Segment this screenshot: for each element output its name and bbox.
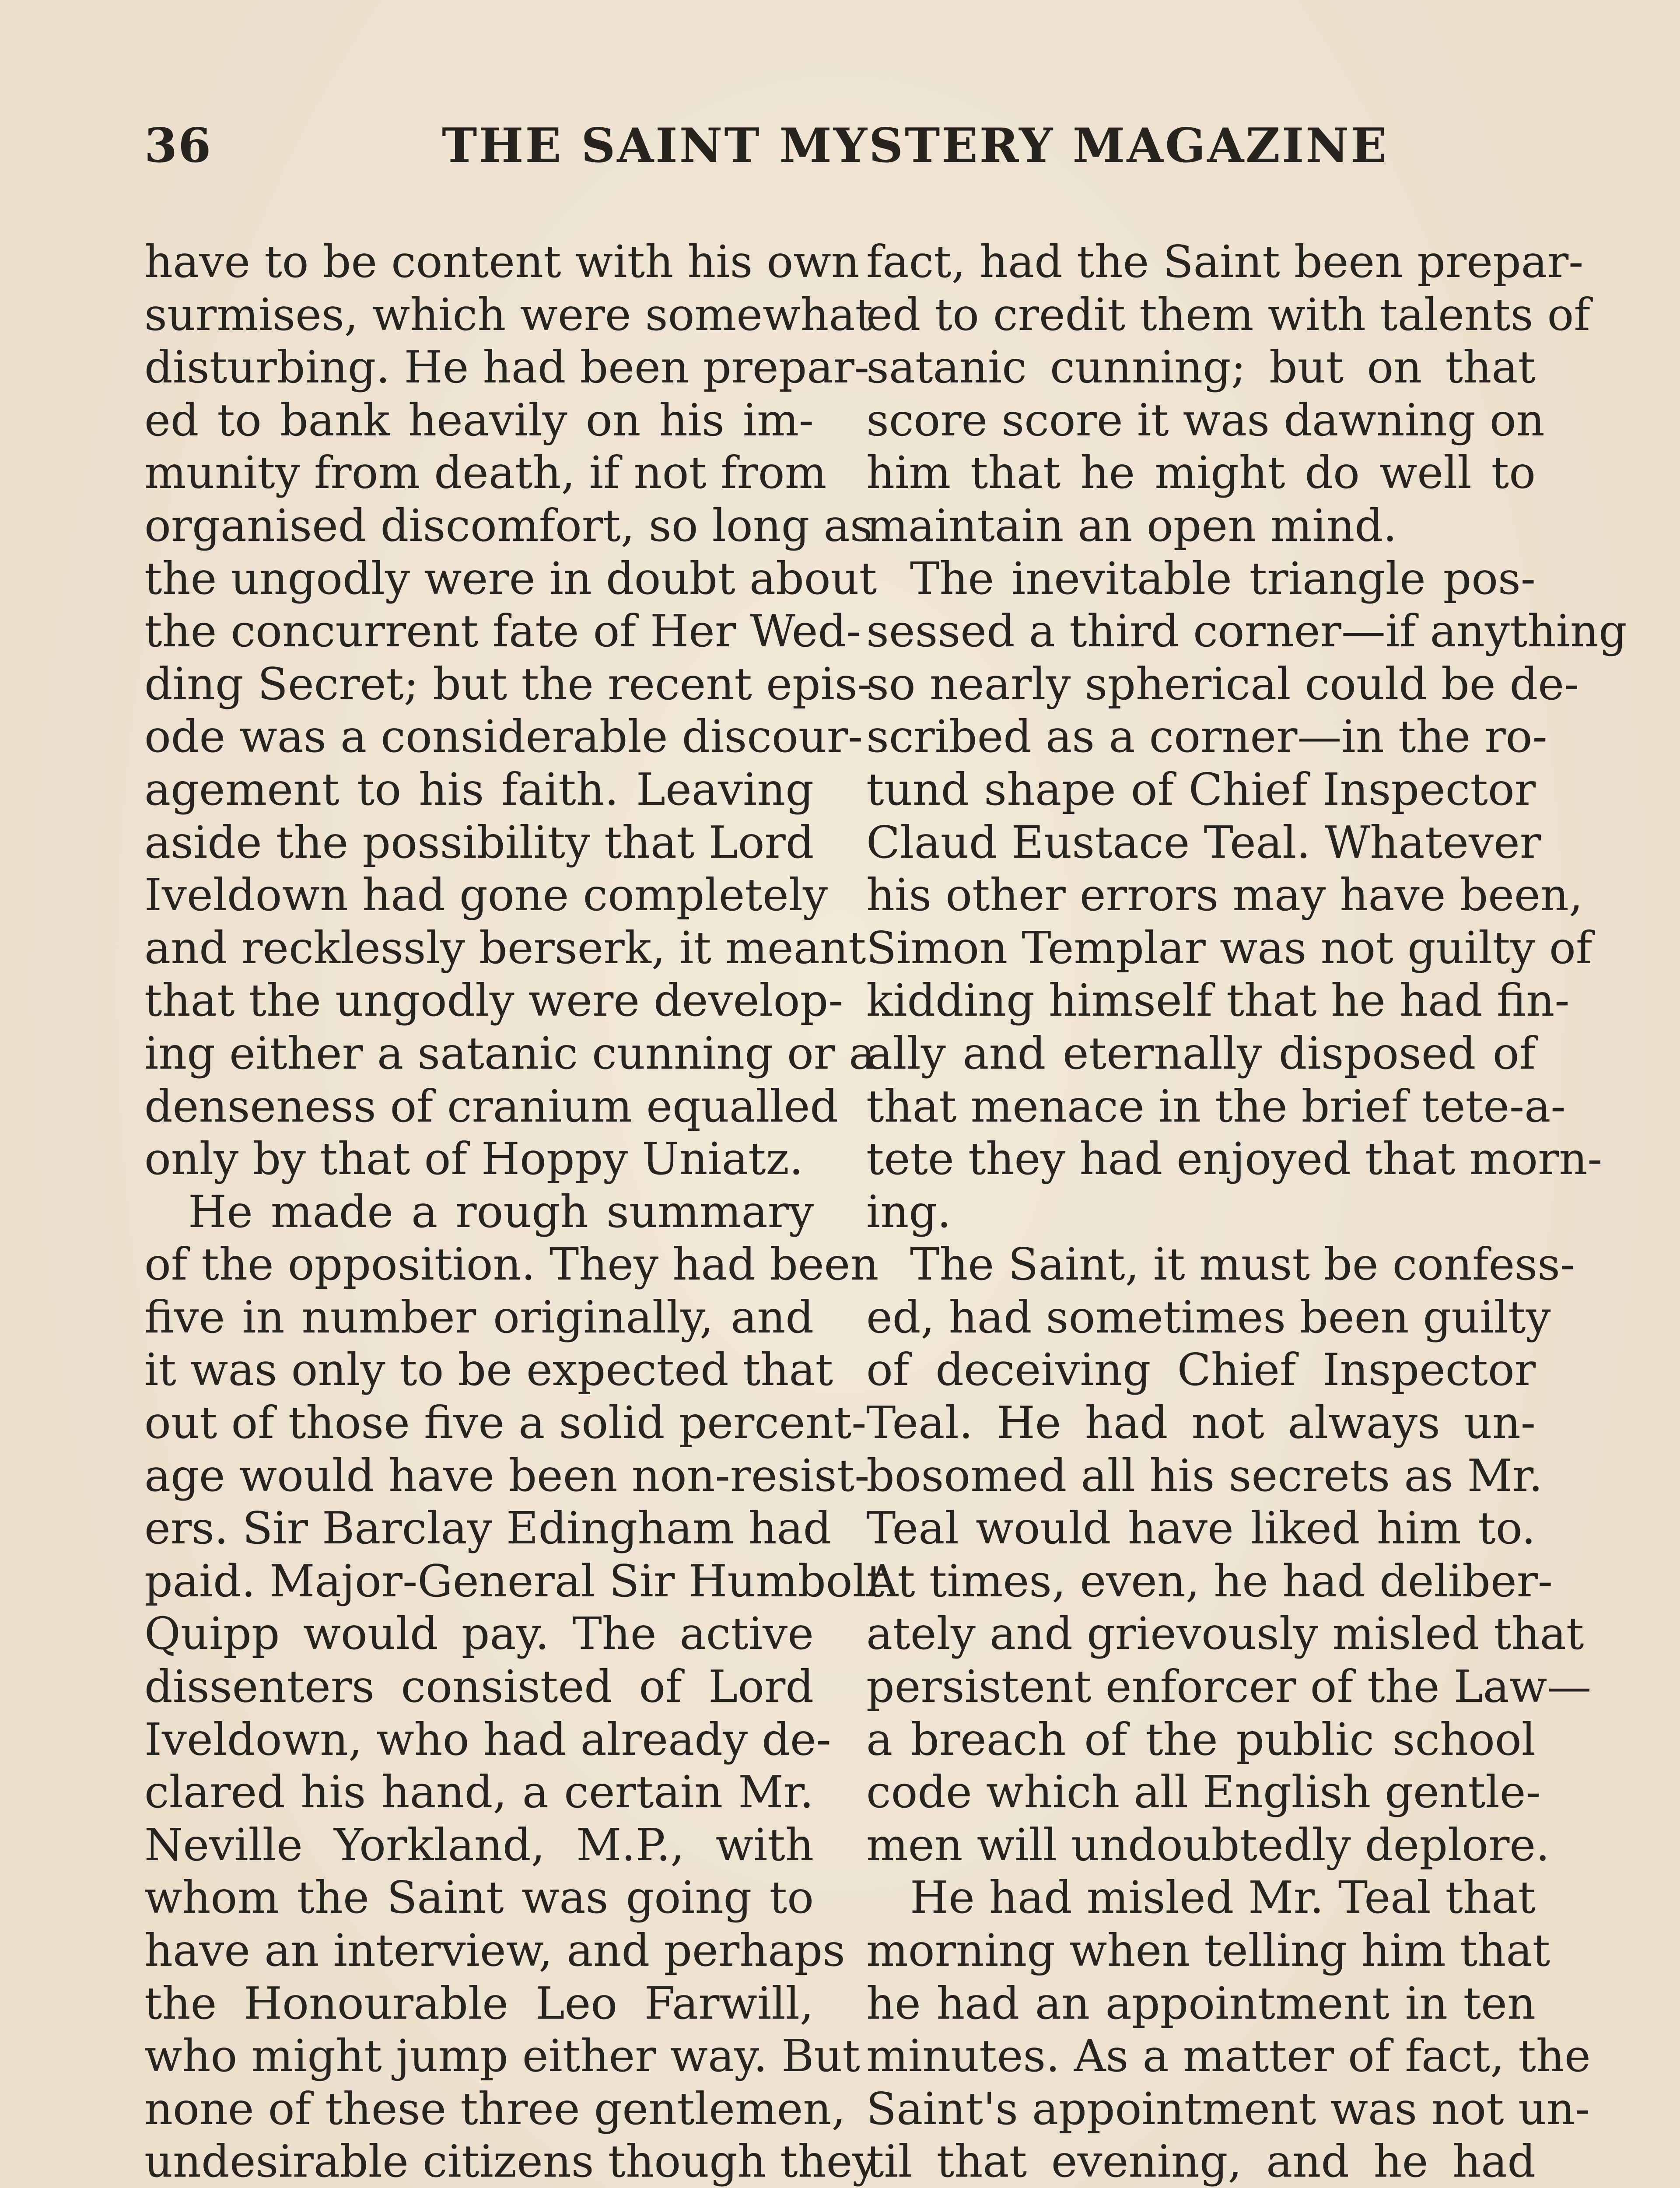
text-line: dissenters consisted of Lord: [144, 1661, 814, 1713]
text-line: ally and eternally disposed of: [866, 1027, 1536, 1079]
text-line: the Honourable Leo Farwill,: [144, 1977, 814, 2029]
text-line: paid. Major-General Sir Humbolt: [144, 1555, 885, 1607]
text-line: so nearly spherical could be de-: [866, 658, 1579, 710]
text-line: morning when telling him that: [866, 1925, 1550, 1976]
text-line: ding Secret; but the recent epis-: [144, 658, 872, 710]
text-line: have an interview, and perhaps: [144, 1925, 845, 1976]
text-line: aside the possibility that Lord: [144, 816, 814, 868]
text-line: ed to bank heavily on his im-: [144, 394, 814, 446]
text-line: of the opposition. They had been: [144, 1238, 879, 1290]
text-line: whom the Saint was going to: [144, 1872, 814, 1924]
text-line: the ungodly were in doubt about: [144, 552, 877, 604]
text-line: age would have been non-resist-: [144, 1449, 870, 1501]
text-line: code which all English gentle-: [866, 1766, 1541, 1818]
text-line: organised discomfort, so long as: [144, 499, 873, 551]
text-line: ode was a considerable discour-: [144, 711, 863, 763]
right-column: [866, 235, 1627, 2188]
text-line: disturbing. He had been prepar-: [144, 341, 869, 393]
text-line: only by that of Hoppy Uniatz.: [144, 1133, 803, 1185]
text-line: ed, had sometimes been guilty: [866, 1291, 1551, 1343]
text-line: a breach of the public school: [866, 1713, 1536, 1765]
text-line: minutes. As a matter of fact, the: [866, 2030, 1591, 2082]
text-line: his other errors may have been,: [866, 869, 1583, 921]
text-line: Teal. He had not always un-: [866, 1397, 1536, 1449]
text-line: surmises, which were somewhat: [144, 288, 873, 340]
text-line: and recklessly berserk, it meant: [144, 922, 866, 974]
text-line: The Saint, it must be confess-: [910, 1238, 1575, 1290]
text-line: Teal would have liked him to.: [866, 1502, 1536, 1554]
text-line: He had misled Mr. Teal that: [910, 1872, 1536, 1924]
left-column: [144, 235, 885, 2188]
text-line: persistent enforcer of the Law—: [866, 1661, 1592, 1713]
text-line: The inevitable triangle pos-: [910, 552, 1536, 604]
text-line: out of those five a solid percent-: [144, 1397, 867, 1449]
text-line: Iveldown, who had already de-: [144, 1713, 831, 1765]
text-line: munity from death, if not from: [144, 447, 827, 499]
text-line: ed to credit them with talents of: [866, 288, 1590, 340]
text-line: agement to his faith. Leaving: [144, 763, 814, 815]
running-title: THE SAINT MYSTERY MAGAZINE: [442, 118, 1389, 173]
text-line: five in number originally, and: [144, 1291, 814, 1343]
page-number: 36: [144, 118, 212, 173]
text-line: denseness of cranium equalled: [144, 1080, 839, 1132]
text-line: sessed a third corner—if anything: [866, 605, 1627, 657]
text-line: fact, had the Saint been prepar-: [866, 236, 1584, 288]
text-line: At times, even, he had deliber-: [866, 1555, 1553, 1607]
text-line: Neville Yorkland, M.P., with: [144, 1819, 814, 1871]
text-line: maintain an open mind.: [866, 499, 1397, 551]
text-line: men will undoubtedly deplore.: [866, 1819, 1550, 1871]
text-line: ing either a satanic cunning or a: [144, 1027, 875, 1079]
text-line: have to be content with his own: [144, 236, 860, 288]
text-line: ing.: [866, 1185, 952, 1238]
text-line: scribed as a corner—in the ro-: [866, 711, 1547, 763]
text-line: Iveldown had gone completely: [144, 869, 828, 921]
text-line: kidding himself that he had fin-: [866, 975, 1570, 1027]
text-line: none of these three gentlemen,: [144, 2083, 846, 2135]
text-line: it was only to be expected that: [144, 1344, 833, 1396]
text-line: til that evening, and he had: [866, 2135, 1536, 2188]
text-line: who might jump either way. But: [144, 2030, 861, 2082]
text-line: of deceiving Chief Inspector: [866, 1344, 1536, 1396]
text-line: undesirable citizens though they: [144, 2135, 878, 2188]
text-line: satanic cunning; but on that: [866, 341, 1536, 393]
text-line: ers. Sir Barclay Edingham had: [144, 1502, 832, 1554]
text-line: Saint's appointment was not un-: [866, 2083, 1590, 2135]
text-line: that menace in the brief tete-a-: [866, 1080, 1566, 1132]
text-line: he had an appointment in ten: [866, 1977, 1536, 2029]
text-line: the concurrent fate of Her Wed-: [144, 605, 861, 657]
text-line: Simon Templar was not guilty of: [866, 922, 1592, 974]
text-line: clared his hand, a certain Mr.: [144, 1766, 814, 1818]
text-line: that the ungodly were develop-: [144, 975, 844, 1027]
text-line: ately and grievously misled that: [866, 1608, 1584, 1660]
text-line: Claud Eustace Teal. Whatever: [866, 816, 1541, 868]
text-line: tund shape of Chief Inspector: [866, 763, 1536, 815]
text-line: bosomed all his secrets as Mr.: [866, 1449, 1543, 1501]
text-line: him that he might do well to: [866, 447, 1536, 499]
text-line: score score it was dawning on: [866, 394, 1545, 446]
text-line: He made a rough summary: [188, 1185, 814, 1238]
text-line: tete they had enjoyed that morn-: [866, 1133, 1603, 1185]
text-line: Quipp would pay. The active: [144, 1608, 814, 1660]
